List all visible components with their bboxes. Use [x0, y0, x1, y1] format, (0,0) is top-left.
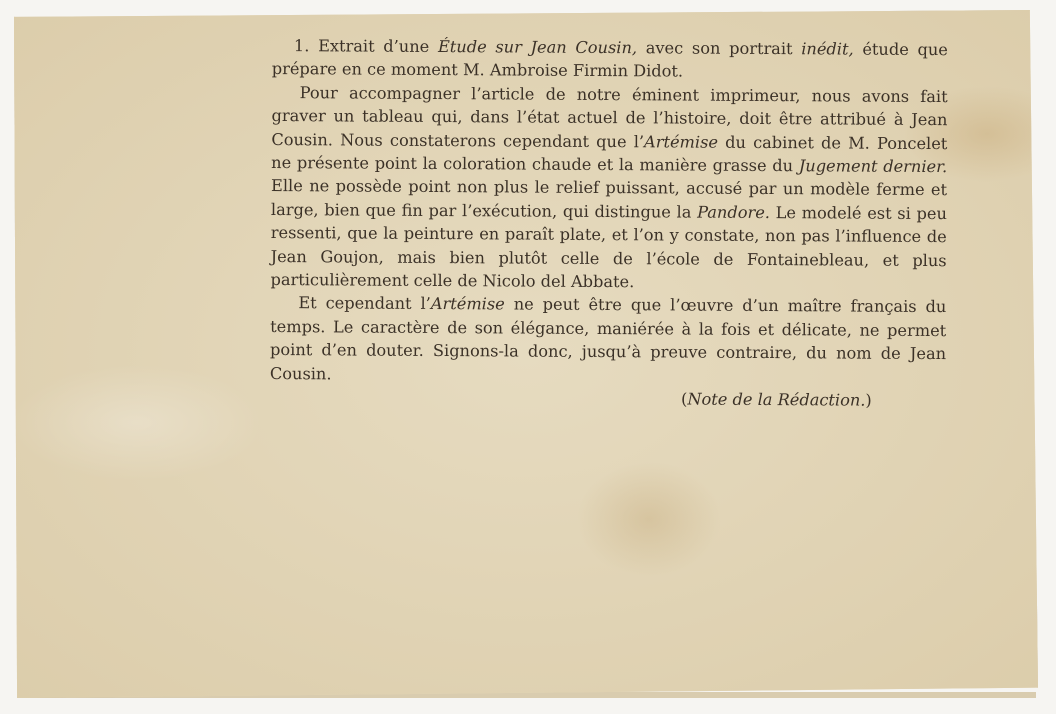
text-block	[270, 34, 948, 413]
footnote-inedit-italic: inédit,	[801, 39, 854, 59]
paragraph-1-text-3: Elle ne possède point non plus le relief puissant, accusé par un modèle ferme et large, bien que fin par l’exécution, qui distingue la	[270, 176, 948, 222]
editorial-note-text: Note de la Rédaction.	[687, 389, 866, 410]
paragraph-1-text-1: Pour accompagner l’article de notre éminent imprimeur, nous avons fait graver un tableau qui, dans l’état actuel de l’histoire, doit être attribué à Jean Cousin. Nous constaterons cependant que l’	[271, 82, 948, 151]
footnote-number: 1.	[293, 36, 310, 56]
paragraph-2-text-2: ne peut être que l’œuvre d’un maître français du temps. Le caractère de son élégance, maniérée à la fois et délicate, ne permet point d’en douter. Signons-la donc, jusqu’à preuve contraire, du nom de Jean Cousin.	[269, 294, 947, 384]
jugement-dernier-italic: Jugement dernier.	[798, 156, 948, 177]
paragraph-2-text-1: Et cependant l’	[298, 293, 431, 314]
artemise-italic-1: Artémise	[644, 131, 719, 152]
footnote-text-3: étude que prépare en ce moment M. Ambroise Firmin Didot.	[271, 39, 948, 81]
paragraph-1	[270, 81, 947, 296]
editorial-note	[270, 385, 946, 413]
footnote-text-1: Extrait d’une	[309, 36, 439, 57]
footnote-title-italic: Étude sur Jean Cousin,	[437, 37, 638, 58]
footnote-text-2: avec son portrait	[637, 38, 802, 59]
artemise-italic-2: Artémise	[430, 294, 505, 314]
editorial-note-open: (	[681, 389, 688, 409]
editorial-note-close: )	[865, 390, 872, 410]
footnote	[272, 34, 948, 85]
pandore-italic: Pandore.	[697, 202, 771, 222]
paragraph-2	[270, 291, 947, 389]
paragraph-1-text-4: Le modelé est si peu ressenti, que la peinture en paraît plate, et l’on y constate, non pas l’influence de Jean Goujon, mais bien plutôt celle de l’école de Fontainebleau, et plus particulièrement celle de Nicolo del Abbate.	[270, 202, 947, 292]
paragraph-1-text-2: du cabinet de M. Poncelet ne présente point la coloration chaude et la manière grasse du	[271, 132, 948, 176]
